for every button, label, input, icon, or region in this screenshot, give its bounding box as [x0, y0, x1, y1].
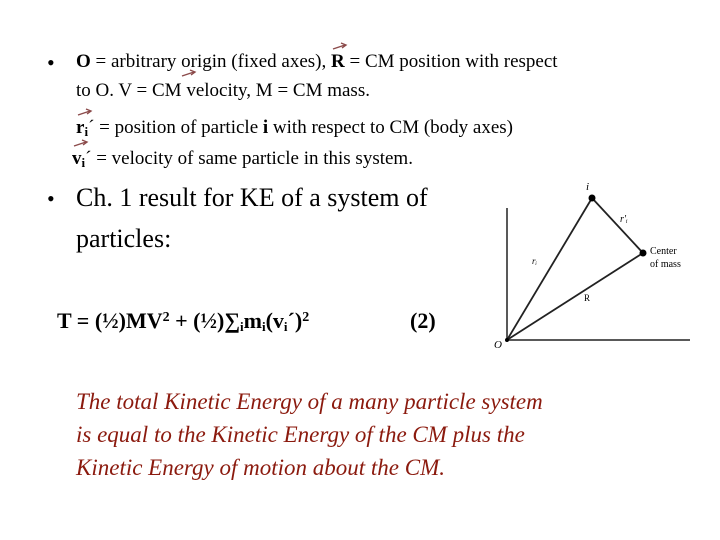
- bullet-2-line-2: particles:: [76, 224, 172, 253]
- vi-definition: = velocity of same particle in this system.: [91, 148, 413, 169]
- vector-R: R: [331, 50, 345, 74]
- vector-ri-prime: r: [76, 116, 84, 140]
- bullet-1-line-4: [72, 147, 413, 175]
- label-O: O: [494, 339, 502, 351]
- vector-arrow-icon: [182, 70, 196, 78]
- kinetic-energy-formula: $T = (\frac{1}{2})MV^2$ + $(\frac{1}{2})\sum_im_i(v_i´)^2$: [57, 308, 310, 334]
- center-of-mass-point: [640, 250, 647, 257]
- conclusion-line-1: The total Kinetic Energy of a many particle system: [76, 389, 543, 414]
- vi-prime: ´: [85, 148, 92, 169]
- ri-prime: ´: [88, 117, 95, 138]
- vector-ri-line: [507, 198, 592, 340]
- vector-arrow-icon: [78, 109, 92, 117]
- origin-definition: = arbitrary origin (fixed axes),: [90, 51, 331, 72]
- vector-arrow-icon: [74, 140, 88, 148]
- vector-vi-prime: v: [72, 147, 82, 171]
- ri-subscript: i: [84, 124, 89, 139]
- bullet-2-line-1: Ch. 1 result for KE of a system of: [76, 183, 428, 212]
- label-ri-prime: r′ᵢ: [620, 214, 628, 225]
- velocity-word: velocity, M = CM mass.: [186, 79, 370, 103]
- vector-R-line: [507, 253, 643, 340]
- equation-number: (2): [410, 308, 436, 333]
- vector-ri-prime-line: [592, 198, 643, 253]
- ri-definition-rest: with respect to CM (body axes): [268, 117, 514, 138]
- vector-arrow-icon: [333, 43, 347, 51]
- label-i: i: [586, 181, 590, 193]
- R-definition: = CM position with respect: [344, 51, 558, 72]
- conclusion-line-2: is equal to the Kinetic Energy of the CM plus the: [76, 422, 525, 447]
- bullet-2-marker: •: [47, 186, 55, 211]
- label-R: R: [584, 293, 591, 303]
- bullet-1-line-1: [76, 50, 558, 74]
- particle-point: [589, 195, 596, 202]
- ri-definition: = position of particle: [94, 117, 263, 138]
- cm-velocity-pre: to O. V = CM: [76, 80, 187, 101]
- bullet-1-line-3: [76, 116, 513, 144]
- label-of-mass: of mass: [650, 259, 681, 270]
- label-center: Center: [650, 246, 677, 257]
- origin-point: [505, 338, 509, 342]
- vi-subscript: i: [81, 155, 86, 170]
- particle-i: i: [262, 117, 269, 138]
- origin-symbol: O: [76, 51, 91, 72]
- conclusion-line-3: Kinetic Energy of motion about the CM.: [76, 455, 446, 480]
- bullet-1-line-2: [76, 79, 370, 103]
- label-ri: rᵢ: [532, 256, 537, 266]
- bullet-1-marker: •: [47, 50, 55, 75]
- cm-vector-diagram: [480, 178, 700, 353]
